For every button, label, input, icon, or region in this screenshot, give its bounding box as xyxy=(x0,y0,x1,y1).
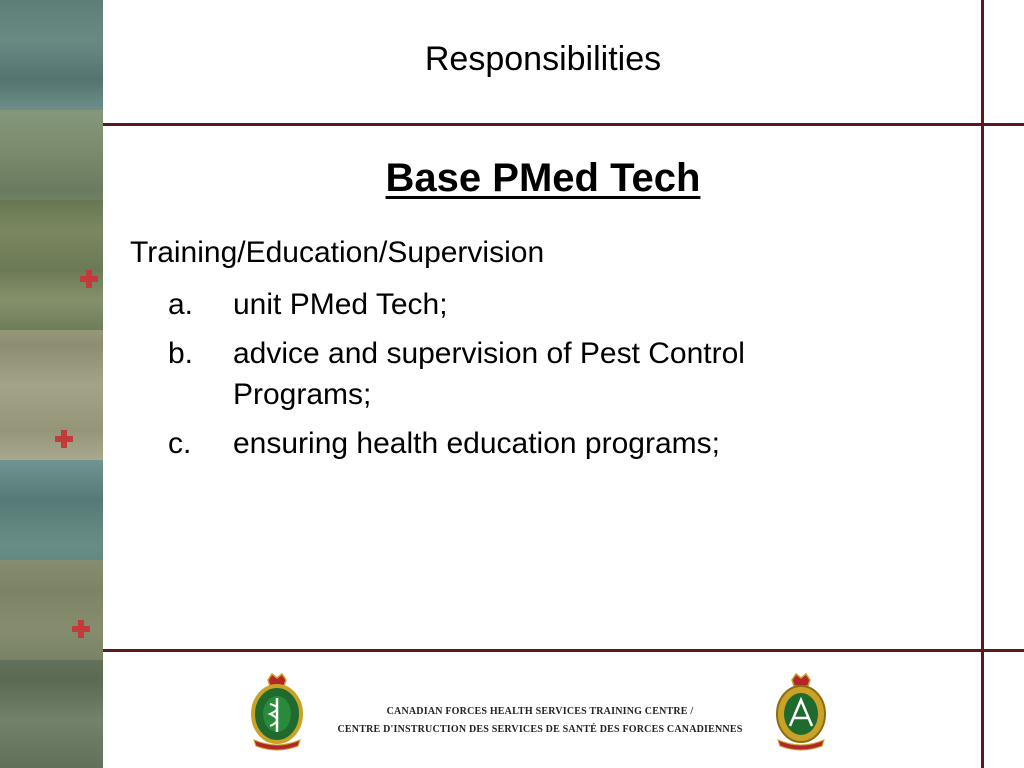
red-cross-icon xyxy=(80,270,98,288)
list-text: advice and supervision of Pest Control Programs; xyxy=(233,337,745,411)
photo-tile xyxy=(0,560,103,660)
photo-tile xyxy=(0,660,103,768)
right-border xyxy=(981,0,984,768)
list-marker: b. xyxy=(168,337,194,370)
footer-divider xyxy=(103,649,1024,652)
list-text: ensuring health education programs; xyxy=(233,427,720,460)
list-text: unit PMed Tech; xyxy=(233,288,448,321)
list-item xyxy=(168,333,868,415)
photo-tile xyxy=(0,200,103,330)
photo-tile xyxy=(0,460,103,560)
section-heading: Training/Education/Supervision xyxy=(130,236,545,269)
list-marker: c. xyxy=(168,427,192,460)
photo-tile xyxy=(0,330,103,460)
photo-collage xyxy=(0,0,103,768)
responsibility-list xyxy=(168,284,868,472)
medical-crest-icon xyxy=(246,672,308,752)
slide-title: Responsibilities xyxy=(424,40,662,78)
slide-subtitle xyxy=(103,156,983,201)
red-cross-icon xyxy=(55,430,73,448)
training-centre-crest-icon xyxy=(770,672,832,752)
footer-line-french: CENTRE D'INSTRUCTION DES SERVICES DE SANTÉ DES FORCES CANADIENNES xyxy=(337,724,743,735)
photo-tile xyxy=(0,110,103,200)
red-cross-icon xyxy=(72,620,90,638)
list-marker: a. xyxy=(168,288,194,321)
list-item xyxy=(168,284,868,325)
footer-line-english: CANADIAN FORCES HEALTH SERVICES TRAINING CENTRE / xyxy=(386,706,694,717)
header-divider xyxy=(103,123,1024,126)
photo-tile xyxy=(0,0,103,110)
list-item xyxy=(168,423,868,464)
subtitle-text: Base PMed Tech xyxy=(385,156,701,200)
